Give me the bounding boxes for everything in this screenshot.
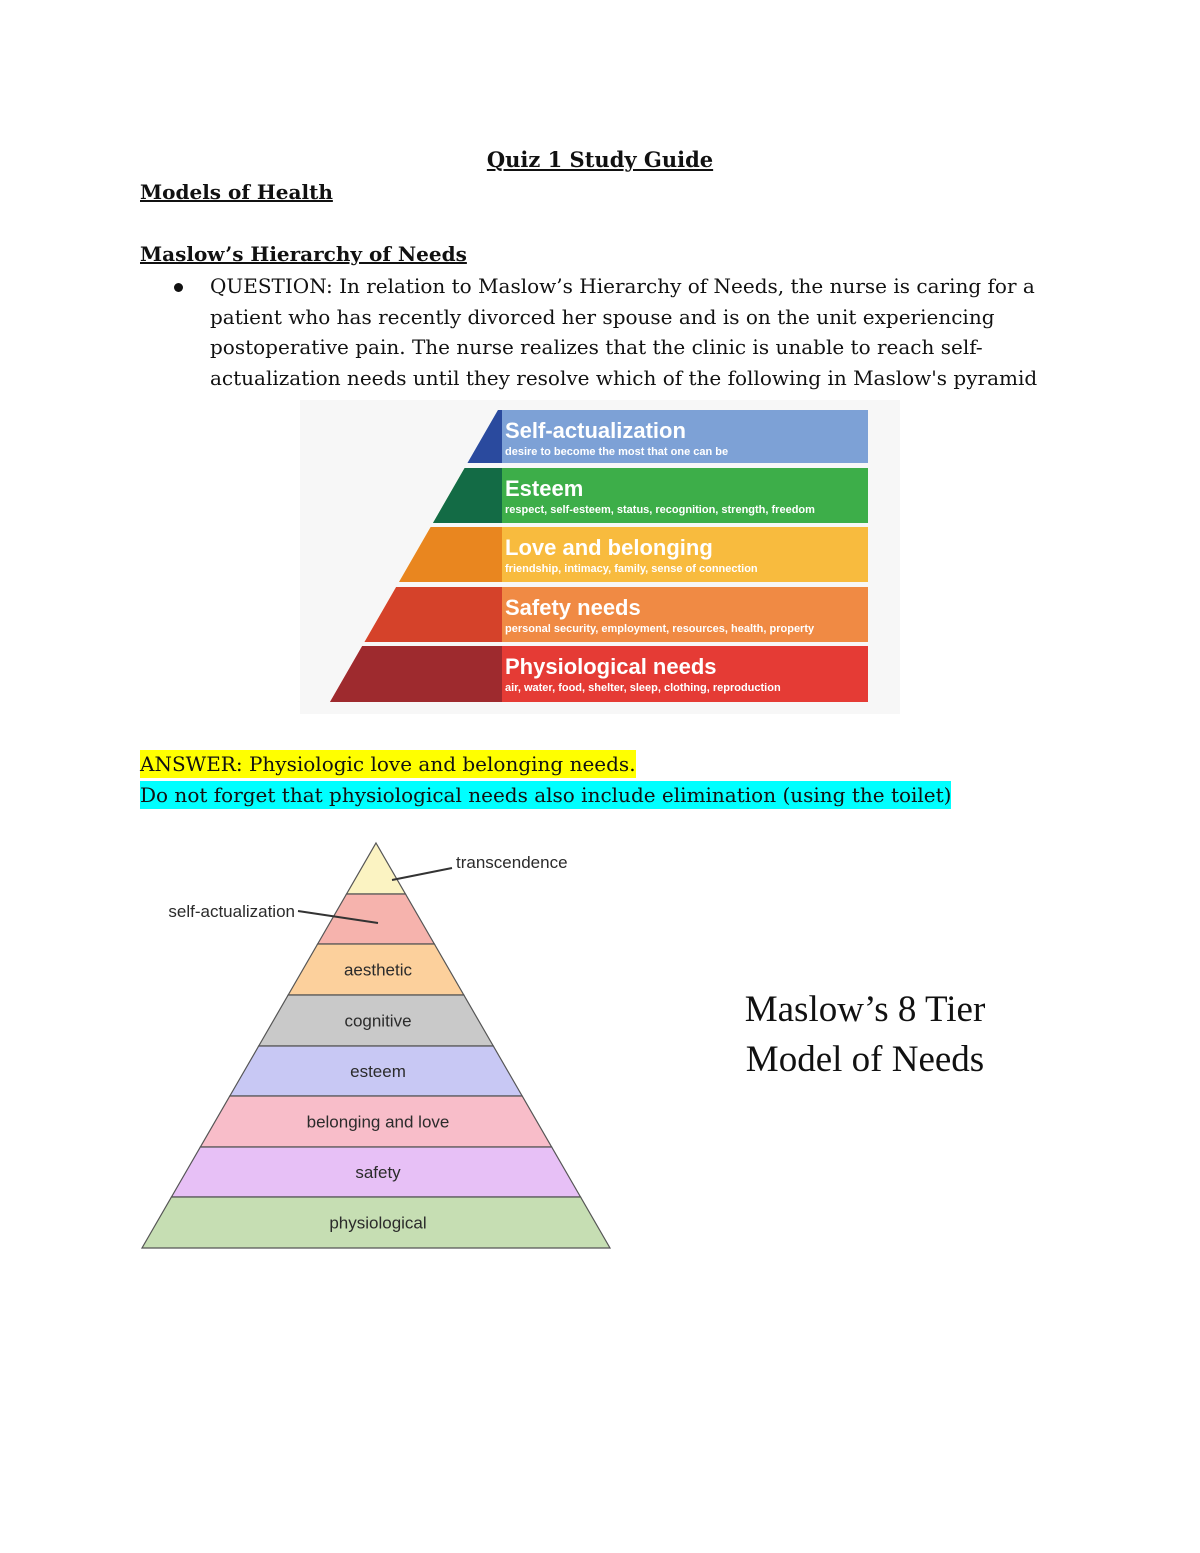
tier8-1	[318, 894, 435, 944]
tier-desc-0: desire to become the most that one can be	[505, 446, 729, 458]
model-title-line2: Model of Needs	[745, 1039, 985, 1080]
note-text: Do not forget that physiological needs also include elimination (using the toilet)	[140, 783, 952, 807]
tier-desc-3: personal security, employment, resources, health, property	[505, 623, 815, 635]
answer-text: ANSWER: Physiologic love and belonging needs.	[140, 752, 636, 776]
tier-desc-2: friendship, intimacy, family, sense of connection	[505, 563, 758, 575]
maslow-5-tier-pyramid	[300, 400, 900, 714]
model-title-line1: Maslow’s 8 Tier	[744, 989, 986, 1030]
answer-line	[140, 749, 636, 779]
callout-label-self-actualization: self-actualization	[168, 902, 295, 921]
tier8-label-3: cognitive	[344, 1011, 412, 1031]
question-text: QUESTION: In relation to Maslow’s Hierarchy of Needs, the nurse is caring for a patient who has recently divorced her spouse and is on the unit experiencing postoperative pain. The nurse realizes that the clinic is unable to reach self-actualization needs until they resolve which of the following in Maslow's pyramid	[210, 274, 1038, 390]
tier-desc-4: air, water, food, shelter, sleep, clothing, reproduction	[505, 682, 781, 694]
tier8-label-4: esteem	[350, 1062, 406, 1081]
note-line	[140, 780, 951, 810]
maslow-8-tier-pyramid	[130, 835, 630, 1260]
tier8-label-7: physiological	[329, 1213, 427, 1233]
bullet-icon	[174, 283, 183, 292]
tier-title-1: Esteem	[505, 476, 584, 501]
tier-title-4: Physiological needs	[505, 654, 717, 679]
heading-maslow-hierarchy: Maslow’s Hierarchy of Needs	[140, 242, 467, 266]
tier-title-2: Love and belonging	[505, 535, 713, 560]
model-title	[700, 985, 1030, 1085]
heading-models-of-health: Models of Health	[140, 180, 333, 204]
tier-title-3: Safety needs	[505, 595, 641, 620]
callout-label-transcendence: transcendence	[456, 853, 568, 872]
tier8-label-2: aesthetic	[343, 960, 413, 980]
document-title: Quiz 1 Study Guide	[486, 147, 714, 172]
tier-desc-1: respect, self-esteem, status, recognition, strength, freedom	[505, 504, 815, 516]
tier8-0	[347, 843, 406, 894]
tier8-label-5: belonging and love	[306, 1112, 450, 1132]
tier8-label-6: safety	[355, 1163, 401, 1182]
tier-title-0: Self-actualization	[505, 418, 686, 443]
callout-line-transcendence	[392, 868, 452, 880]
